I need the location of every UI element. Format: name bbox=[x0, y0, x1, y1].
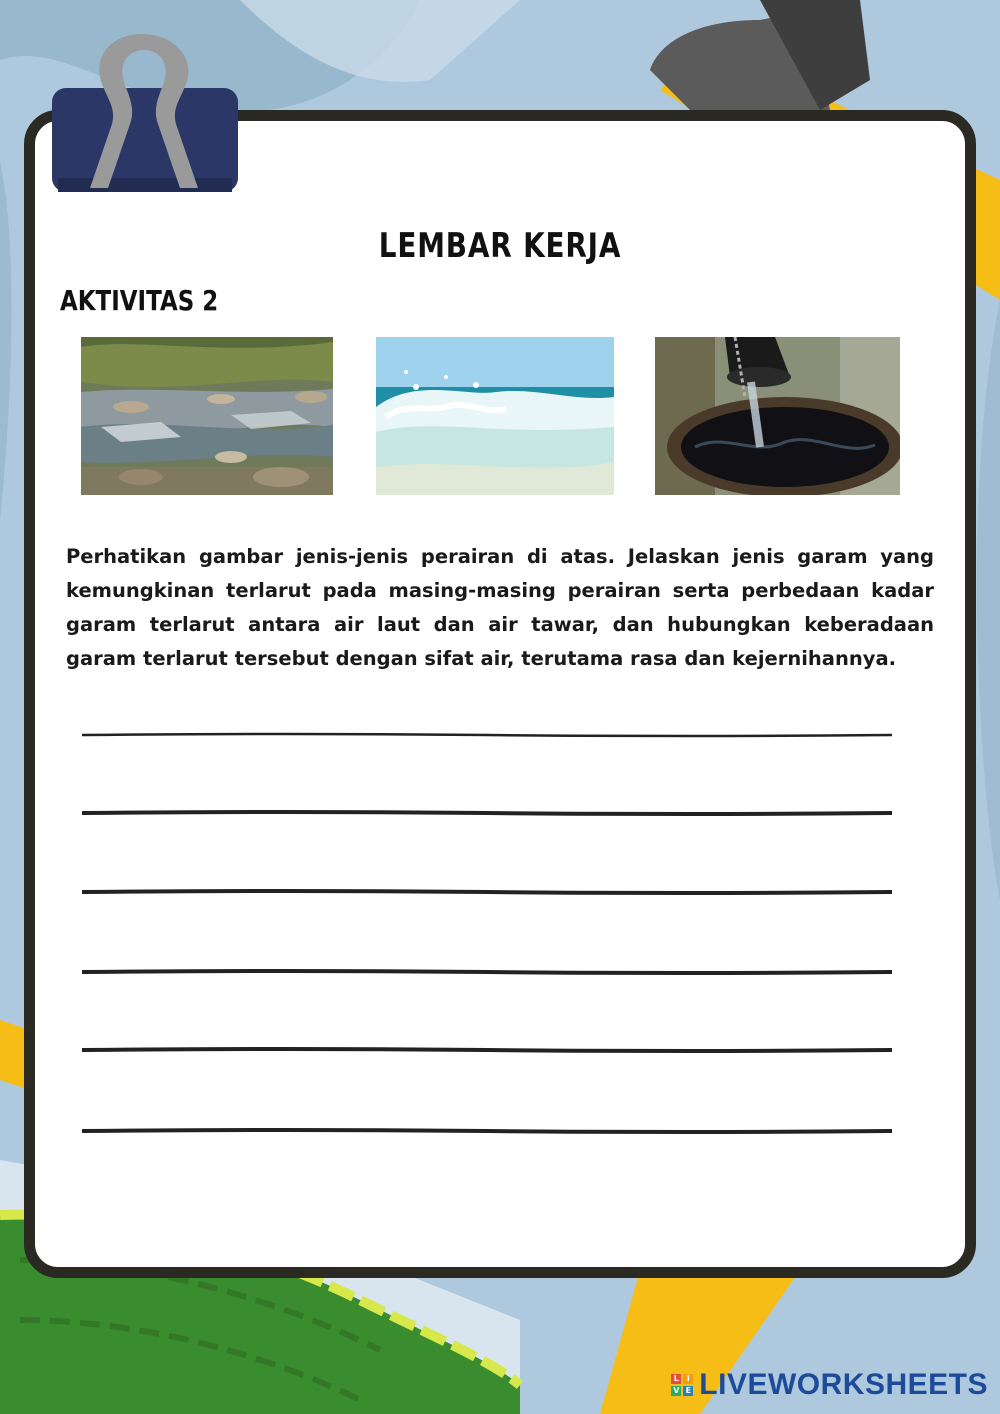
instruction-text: Perhatikan gambar jenis-jenis perairan di atas. Jelaskan jenis garam yang kemungkinan terlarut pada masing-masing perairan serta perbedaan kadar garam terlarut antara air laut dan air tawar, dan hubungkan keberadaan garam terlarut tersebut dengan sifat air, terutama rasa dan kejernihannya. bbox=[66, 545, 934, 670]
answer-line[interactable] bbox=[82, 809, 892, 817]
worksheet-title: LEMBAR KERJA bbox=[378, 226, 622, 266]
activity-heading: AKTIVITAS 2 bbox=[60, 284, 219, 317]
binder-clip-icon bbox=[50, 28, 240, 196]
river-photo bbox=[81, 337, 333, 495]
logo-letter: E bbox=[683, 1386, 693, 1396]
answer-line[interactable] bbox=[82, 1046, 892, 1054]
answer-line[interactable] bbox=[82, 968, 892, 976]
well-bucket-photo bbox=[655, 337, 900, 495]
answer-line[interactable] bbox=[82, 731, 892, 739]
answer-line[interactable] bbox=[82, 1127, 892, 1135]
answer-line[interactable] bbox=[82, 888, 892, 896]
logo-letter: V bbox=[673, 1386, 680, 1395]
logo-mark-icon bbox=[671, 1374, 693, 1396]
logo-letter: I bbox=[683, 1374, 693, 1384]
liveworksheets-logo[interactable] bbox=[671, 1368, 988, 1402]
logo-letter: L bbox=[671, 1374, 681, 1384]
sea-wave-photo bbox=[376, 337, 614, 495]
logo-text: LIVEWORKSHEETS bbox=[699, 1368, 988, 1401]
